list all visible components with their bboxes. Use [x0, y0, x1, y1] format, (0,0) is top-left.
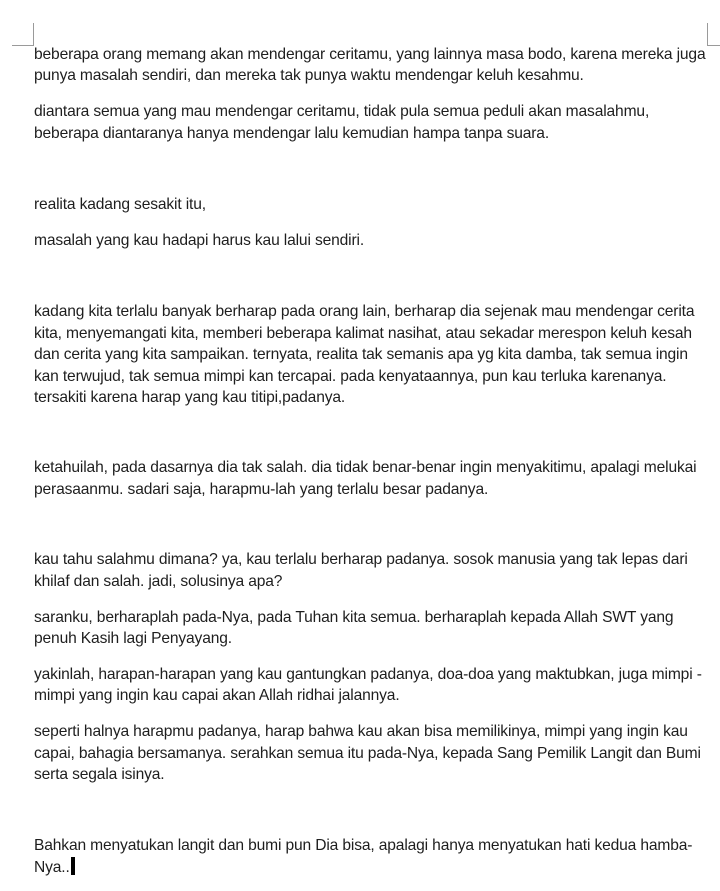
- paragraph-1[interactable]: beberapa orang memang akan mendengar ceritamu, yang lainnya masa bodo, karena mereka juga punya masalah sendiri, dan mereka tak punya waktu mendengar keluh kesahmu.: [34, 46, 710, 85]
- paragraph-6[interactable]: ketahuilah, pada dasarnya dia tak salah. dia tidak benar-benar ingin menyakitimu, apalagi melukai perasaanmu. sadari saja, harapmu-lah yang terlalu besar padanya.: [34, 459, 701, 498]
- paragraph-7[interactable]: kau tahu salahmu dimana? ya, kau terlalu berharap padanya. sosok manusia yang tak lepas dari khilaf dan salah. jadi, solusinya apa?: [34, 551, 692, 590]
- paragraph-5[interactable]: kadang kita terlalu banyak berharap pada orang lain, berharap dia sejenak mau mendengar cerita kita, menyemangati kita, memberi beberapa kalimat nasihat, atau sekadar merespon keluh kesah dan cerita yang kita sampaikan. ternyata, realita tak semanis apa yg kita damba, tak semua ingin kan terwujud, tak semua mimpi kan tercapai. pada kenyataannya, pun kau terluka karenanya. tersakiti karena harap yang kau titipi,padanya.: [34, 303, 699, 407]
- text-cursor: [71, 857, 75, 875]
- paragraph-3[interactable]: realita kadang sesakit itu,: [34, 196, 206, 214]
- paragraph-10[interactable]: seperti halnya harapmu padanya, harap bahwa kau akan bisa memilikinya, mimpi yang ingin kau capai, bahagia bersamanya. serahkan semua itu pada-Nya, kepada Sang Pemilik Langit dan Bumi serta segala isinya.: [34, 723, 706, 784]
- paragraph-4[interactable]: masalah yang kau hadapi harus kau lalui sendiri.: [34, 232, 365, 250]
- page-corner-mark-right: [707, 23, 720, 46]
- paragraph-11-text: Bahkan menyatukan langit dan bumi pun Dia bisa, apalagi hanya menyatukan hati kedua hamba-Nya..: [34, 837, 693, 876]
- document-body[interactable]: [34, 44, 716, 878]
- paragraph-11[interactable]: [34, 835, 716, 878]
- paragraph-2[interactable]: diantara semua yang mau mendengar ceritamu, tidak pula semua peduli akan masalahmu, beberapa diantaranya hanya mendengar lalu kemudian hampa tanpa suara.: [34, 103, 654, 142]
- page-corner-mark-left: [12, 23, 34, 46]
- paragraph-8[interactable]: saranku, berharaplah pada-Nya, pada Tuhan kita semua. berharaplah kepada Allah SWT yang penuh Kasih lagi Penyayang.: [34, 608, 678, 647]
- paragraph-9[interactable]: yakinlah, harapan-harapan yang kau gantungkan padanya, doa-doa yang maktubkan, juga mimpi -mimpi yang ingin kau capai akan Allah ridhai jalannya.: [34, 665, 702, 705]
